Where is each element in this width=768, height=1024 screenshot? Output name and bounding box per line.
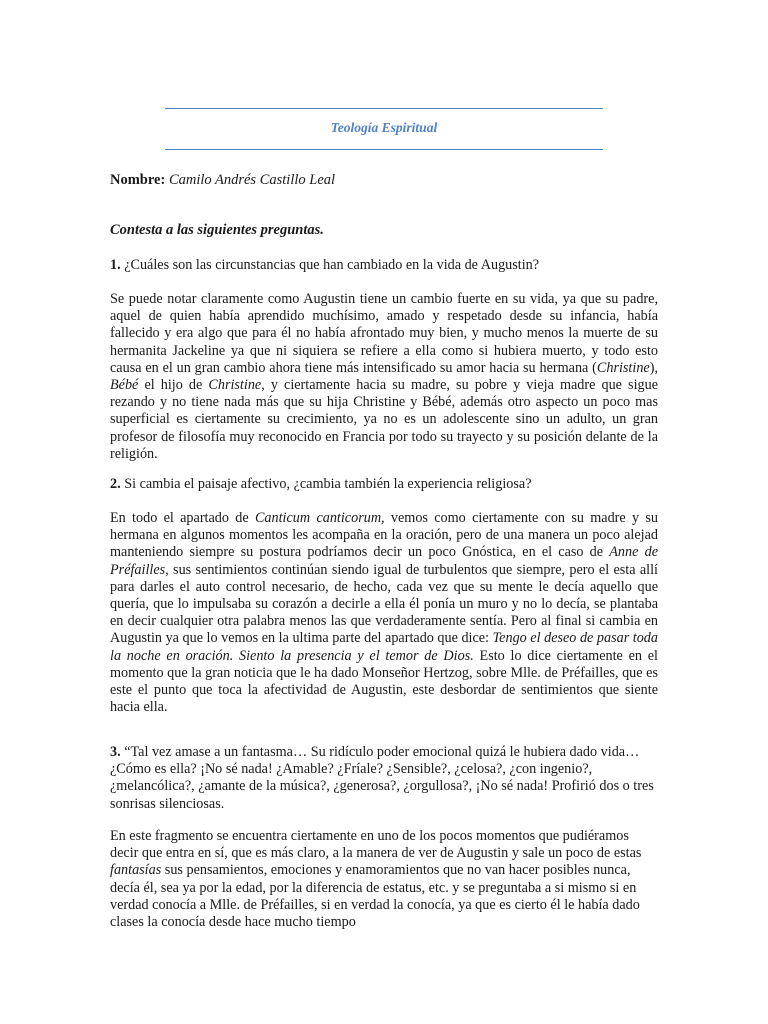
answer-1: [110, 291, 658, 463]
name-label: Nombre:: [110, 172, 166, 188]
header-bottom-rule: [165, 149, 603, 150]
answer-italic: Christine: [208, 377, 262, 394]
question-text: ¿Cuáles son las circunstancias que han cambiado en la vida de Augustin?: [120, 257, 540, 273]
answer-text: Se puede notar claramente como Augustin tiene un cambio fuerte en su vida, ya que su padre, aquel de quien había aprendido muchísimo, amado y respetado desde su infancia, había fallecido y era algo que para él no había afrontado muy bien, y mucho menos la muerte de su hermanita Jackeline ya que ni siquiera se refiere a ella como si hubiera muerto, y todo esto causa en el un gran cambio ahora tiene más intensificado su amor hacia su hermana (: [110, 291, 658, 376]
answer-text: ),: [649, 359, 658, 376]
question-3: [110, 744, 658, 813]
question-1: [110, 257, 658, 274]
answer-text: Esto lo dice ciertamente en el momento que la gran noticia que le ha dado Monseñor Hertzog, sobre Mlle. de Préfailles, que es este el punto que toca la afectividad de Augustin, este desbordar de sentimientos que siente hacia ella.: [110, 647, 658, 716]
question-number: 2.: [110, 476, 121, 492]
answer-italic: Tengo el deseo de pasar toda la noche en oración. Siento la presencia y el temor de Dios.: [110, 630, 658, 664]
question-2: [110, 476, 658, 493]
student-name: Camilo Andrés Castillo Leal: [168, 172, 336, 188]
answer-text: En todo el apartado de: [110, 510, 255, 526]
document-title: Teología Espiritual: [330, 120, 438, 135]
answer-text: vemos como ciertamente con su madre y su hermana en algunos momentos les acompaña en la oración, pero de una manera un poco alejad manteniendo siempre su postura podríamos decir un poco Gnóstica, en el caso de: [110, 510, 659, 561]
answer-2: [110, 510, 658, 716]
answer-italic: Anne de Préfailles,: [110, 544, 658, 578]
answer-italic: Bébé: [110, 377, 139, 394]
answer-text: el hijo de: [138, 377, 209, 394]
answer-italic: fantasías: [110, 862, 162, 879]
question-number: 3.: [110, 744, 121, 760]
answer-italic: Canticum canticorum,: [254, 510, 385, 526]
question-text: “Tal vez amase a un fantasma… Su ridículo poder emocional quizá le hubiera dado vida… ¿Cómo es ella? ¡No sé nada! ¿Amable? ¿Fríale? ¿Sensible?, ¿celosa?, ¿con ingenio?, ¿melancólica?, ¿amante de la música?, ¿generosa?, ¿orgullosa?, ¡No sé nada! Profirió dos o tres sonrisas silenciosas.: [110, 744, 654, 812]
question-text: Si cambia el paisaje afectivo, ¿cambia también la experiencia religiosa?: [120, 476, 532, 492]
instructions-heading: Contesta a las siguientes preguntas.: [110, 222, 324, 238]
answer-text: En este fragmento se encuentra ciertamente en uno de los pocos momentos que pudiéramos decir que entra en sí, que es más claro, a la manera de ver de Augustin y sale un poco de estas: [110, 828, 642, 862]
student-name-line: [110, 172, 335, 189]
answer-text: sus pensamientos, emociones y enamoramientos que no van hacer posibles nunca, decía él, sea ya por la edad, por la diferencia de estatus, etc. y se preguntaba a si mismo si en verdad conocía a Mlle. de Préfailles, si en verdad la conocía, ya que es cierto él le había dado clases la conocía desde hace mucho tiempo: [110, 862, 640, 931]
answer-text: , y ciertamente hacia su madre, su pobre y vieja madre que sigue rezando y no tiene nada más que su hija Christine y Bébé, además otro aspecto un poco mas superficial es ciertamente su crecimiento, ya no es un adolescente sino un adulto, un gran profesor de filosofía muy reconocido en Francia por todo su trayecto y su posición delante de la religión.: [110, 377, 658, 462]
question-number: 1.: [110, 257, 121, 273]
answer-3: [110, 828, 658, 931]
header-top-rule: [165, 108, 603, 109]
answer-text: sus sentimientos continúan siendo igual de turbulentos que siempre, pero el esta allí para darles el auto control necesario, de hecho, cada vez que su mente le decía aquello que quería, que lo impulsaba su corazón a decirle a ella él ponía un muro y no lo decía, se plantaba en decir cualquier otra palabra menos las que verdaderamente sentía. Pero al final si cambia en Augustin ya que lo vemos en la ultima parte del apartado que dice:: [110, 561, 658, 647]
answer-italic: Christine: [596, 359, 650, 376]
